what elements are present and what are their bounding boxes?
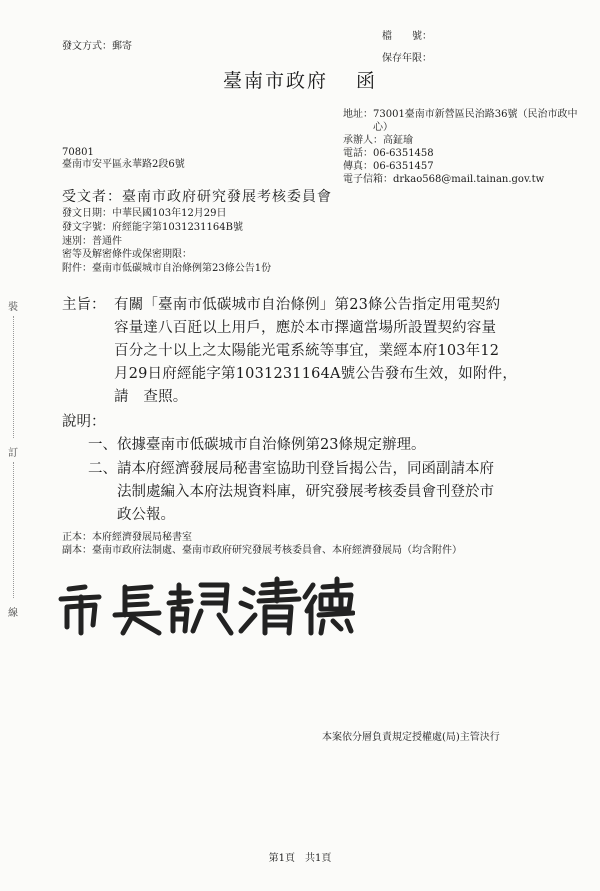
issue-date: 發文日期：中華民國103年12月29日	[62, 208, 227, 219]
subject-line: 百分之十以上之太陽能光電系統等事宜，業經本府103年12	[114, 343, 500, 359]
document-type: 函	[356, 70, 378, 92]
margin-mark-bind: 裝	[8, 302, 18, 313]
description-item: 法制處編入本府法規資料庫，研究發展考核委員會刊登於市	[117, 484, 494, 500]
issuing-organization: 臺南市政府	[222, 70, 328, 92]
cc-recipients	[62, 544, 572, 557]
subject-label: 主旨：	[62, 297, 106, 313]
copies-block	[62, 531, 572, 557]
issue-number: 發文字號：府經能字第1031231164B號	[62, 221, 243, 233]
subject-line: 有關「臺南市低碳城市自治條例」第23條公告指定用電契約	[114, 297, 501, 313]
mayor-signature-stamp	[55, 575, 355, 637]
document-title	[0, 66, 600, 93]
description-item: 二、請本府經濟發展局秘書室協助刊登旨揭公告，同函副請本府	[88, 461, 494, 477]
subject-line: 容量達八百瓩以上用戶，應於本市擇適當場所設置契約容量	[114, 320, 497, 336]
postal-code: 70801	[62, 147, 94, 158]
description-item: 一、依據臺南市低碳城市自治條例第23條規定辦理。	[88, 437, 426, 453]
speed-class: 速別：普通件	[62, 235, 122, 247]
retention-period-label: 保存年限：	[382, 53, 432, 64]
secrecy-level: 密等及解密條件或保密期限：	[62, 249, 192, 261]
page-number: 第1頁 共1頁	[268, 853, 332, 864]
margin-mark-staple: 訂	[8, 448, 18, 459]
cc-label: 副本：	[62, 545, 92, 556]
delegation-note: 本案依分層負責規定授權處(局)主管決行	[322, 732, 500, 743]
send-method: 發文方式：郵寄	[62, 41, 132, 52]
attachment: 附件：臺南市低碳城市自治條例第23條公告1份	[62, 263, 272, 275]
description-item: 政公報。	[117, 507, 175, 523]
contact-address: 地址： 73001臺南市新營區民治路36號（民治市政中心）	[343, 109, 578, 133]
cc-value: 臺南市政府法制處、臺南市政府研究發展考核委員會、本府經濟發展局（均含附件）	[92, 545, 462, 556]
recipient: 受文者：臺南市政府研究發展考核委員會	[62, 189, 332, 205]
subject-line: 請 查照。	[114, 389, 188, 405]
contact-block	[343, 108, 583, 186]
subject-line: 月29日府經能字第1031231164A號公告發布生效，如附件，	[114, 366, 518, 382]
description-label: 說明：	[62, 414, 106, 430]
recipient-address: 臺南市安平區永華路2段6號	[62, 159, 185, 170]
contact-handler: 承辦人：高鉦瑜	[343, 135, 413, 146]
margin-mark-line: 線	[8, 608, 18, 619]
margin-dotted-line	[13, 316, 14, 438]
margin-dotted-line	[13, 462, 14, 598]
document-meta	[62, 207, 482, 276]
file-number-label: 檔 號：	[382, 31, 432, 42]
original-recipient: 正本：本府經濟發展局秘書室	[62, 532, 192, 543]
contact-phone: 電話：06-6351458	[343, 148, 434, 159]
contact-email: 電子信箱：drkao568@mail.tainan.gov.tw	[343, 174, 545, 185]
contact-fax: 傳真：06-6351457	[343, 161, 434, 172]
